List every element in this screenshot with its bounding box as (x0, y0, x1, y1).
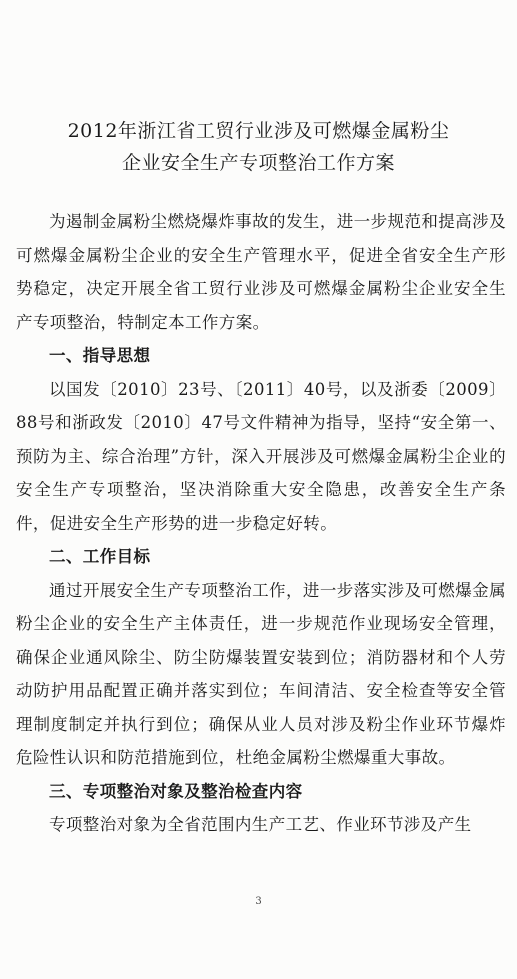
section-3-heading: 三、专项整治对象及整治检查内容 (49, 781, 303, 801)
section-1-paragraph: 以国发〔2010〕23号、〔2011〕40号，以及浙委〔2009〕88号和浙政发〔2010〕47号文件精神为指导，坚持“安全第一、预防为主、综合治理”方针，深入开展涉及可燃爆金属粉尘企业的安全生产专项整治，坚决消除重大安全隐患，改善安全生产条件，促进安全生产形势的进一步稳定好转。 (16, 379, 506, 533)
section-3-paragraph: 专项整治对象为全省范围内生产工艺、作业环节涉及产生 (49, 815, 472, 834)
document-title-line-1: 2012年浙江省工贸行业涉及可燃爆金属粉尘 (67, 120, 450, 142)
section-1-heading: 一、指导思想 (49, 346, 151, 365)
page-number: 3 (255, 896, 262, 907)
section-2-paragraph: 通过开展安全生产专项整治工作，进一步落实涉及可燃爆金属粉尘企业的安全生产主体责任，进一步规范作业现场安全管理，确保企业通风除尘、防尘防爆装置安装到位；消防器材和个人劳动防护用品配置正确并落实到位；车间清洁、安全检查等安全管理制度制定并执行到位；确保从业人员对涉及粉尘作业环节爆炸危险性认识和防范措施到位，杜绝金属粉尘燃爆重大事故。 (16, 580, 506, 767)
document-body (16, 205, 506, 842)
document-title-line-2: 企业安全生产专项整治工作方案 (121, 152, 395, 174)
intro-paragraph: 为遏制金属粉尘燃烧爆炸事故的发生，进一步规范和提高涉及可燃爆金属粉尘企业的安全生产管理水平，促进全省安全生产形势稳定，决定开展全省工贸行业涉及可燃爆金属粉尘企业安全生产专项整治，特制定本工作方案。 (16, 212, 506, 332)
section-2-heading: 二、工作目标 (49, 547, 151, 566)
